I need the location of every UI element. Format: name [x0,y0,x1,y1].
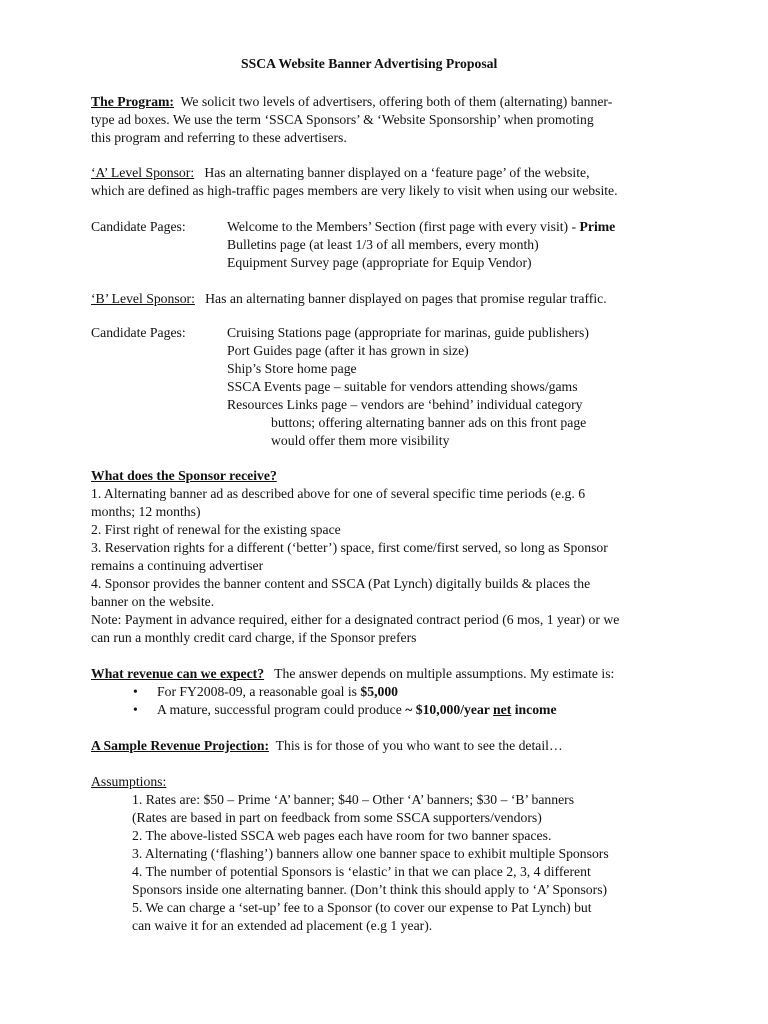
assumption-3: 3. Alternating (‘flashing’) banners allow one banner space to exhibit multiple Sponsors [132,846,609,861]
a-level-heading: ‘A’ Level Sponsor: [91,165,195,180]
program-line-3: this program and referring to these advertisers. [91,130,347,145]
a-candidate-page-3: Equipment Survey page (appropriate for Equip Vendor) [227,255,532,270]
income-label: income [511,702,557,717]
b-candidate-label: Candidate Pages: [91,325,186,340]
revenue-heading: What revenue can we expect? [91,666,265,681]
revenue-line: What revenue can we expect? The answer depends on multiple assumptions. My estimate is: [91,666,615,681]
receive-item-2: 2. First right of renewal for the existing space [91,522,341,537]
b-candidate-page-4: SSCA Events page – suitable for vendors attending shows/gams [227,379,578,394]
a-candidate-page-1: Welcome to the Members’ Section (first page with every visit) - Prime [227,219,616,234]
receive-item-4b: banner on the website. [91,594,215,609]
b-candidate-page-5-cont-1: buttons; offering alternating banner ads on this front page [271,415,587,430]
receive-heading: What does the Sponsor receive? [91,468,277,483]
sample-line: A Sample Revenue Projection: This is for those of you who want to see the detail… [91,738,563,753]
assumption-4b: Sponsors inside one alternating banner. (Don’t think this should apply to ‘A’ Sponsors) [132,882,608,897]
receive-item-1a: 1. Alternating banner ad as described above for one of several specific time periods (e.g. 6 [91,486,586,501]
a-candidate-page-2: Bulletins page (at least 1/3 of all members, every month) [227,237,539,252]
receive-item-1b: months; 12 months) [91,504,201,519]
mature-amount: ~ $10,000/year [405,702,494,717]
b-candidate-page-5-cont-2: would offer them more visibility [271,433,450,448]
prime-label: Prime [579,219,616,234]
assumption-1b: (Rates are based in part on feedback from some SSCA supporters/vendors) [132,810,542,825]
page-title: SSCA Website Banner Advertising Proposal [241,56,498,71]
b-candidate-page-5: Resources Links page – vendors are ‘behind’ individual category [227,397,583,412]
program-line-1: The Program: We solicit two levels of advertisers, offering both of them (alternating) banner- [91,94,613,109]
sample-heading: A Sample Revenue Projection: [91,738,270,753]
receive-item-3b: remains a continuing advertiser [91,558,264,573]
a-level-line-1: ‘A’ Level Sponsor: Has an alternating banner displayed on a ‘feature page’ of the website, [91,165,590,180]
assumption-5: 5. We can charge a ‘set-up’ fee to a Sponsor (to cover our expense to Pat Lynch) but [132,900,592,915]
receive-item-3a: 3. Reservation rights for a different (‘better’) space, first come/first served, so long as Sponsor [91,540,608,555]
b-candidate-page-3: Ship’s Store home page [227,361,357,376]
revenue-bullet-1: • For FY2008-09, a reasonable goal is $5,000 [133,684,399,699]
assumption-2: 2. The above-listed SSCA web pages each have room for two banner spaces. [132,828,552,843]
assumption-5b: can waive it for an extended ad placement (e.g 1 year). [132,918,433,933]
program-heading: The Program: [91,94,174,109]
assumptions-heading: Assumptions: [91,774,167,789]
receive-note-1: Note: Payment in advance required, either for a designated contract period (6 mos, 1 year) or we [91,612,620,627]
a-candidate-label: Candidate Pages: [91,219,186,234]
b-candidate-page-2: Port Guides page (after it has grown in size) [227,343,469,358]
assumption-4: 4. The number of potential Sponsors is ‘elastic’ in that we can place 2, 3, 4 different [132,864,591,879]
program-line-2: type ad boxes. We use the term ‘SSCA Sponsors’ & ‘Website Sponsorship’ when promoting [91,112,594,127]
bullet-icon: • [133,702,138,717]
a-level-line-2: which are defined as high-traffic pages members are very likely to visit when using our website. [91,183,618,198]
goal-amount: $5,000 [360,684,399,699]
b-level-line-1: ‘B’ Level Sponsor: Has an alternating banner displayed on pages that promise regular traffic. [91,291,607,306]
b-candidate-page-1: Cruising Stations page (appropriate for marinas, guide publishers) [227,325,589,340]
receive-note-2: can run a monthly credit card charge, if the Sponsor prefers [91,630,417,645]
revenue-bullet-2: • A mature, successful program could produce ~ $10,000/year net income [133,702,557,717]
receive-item-4a: 4. Sponsor provides the banner content and SSCA (Pat Lynch) digitally builds & places the [91,576,591,591]
b-level-heading: ‘B’ Level Sponsor: [91,291,195,306]
net-label: net [493,702,512,717]
assumption-1: 1. Rates are: $50 – Prime ‘A’ banner; $40 – Other ‘A’ banners; $30 – ‘B’ banners [132,792,575,807]
bullet-icon: • [133,684,138,699]
